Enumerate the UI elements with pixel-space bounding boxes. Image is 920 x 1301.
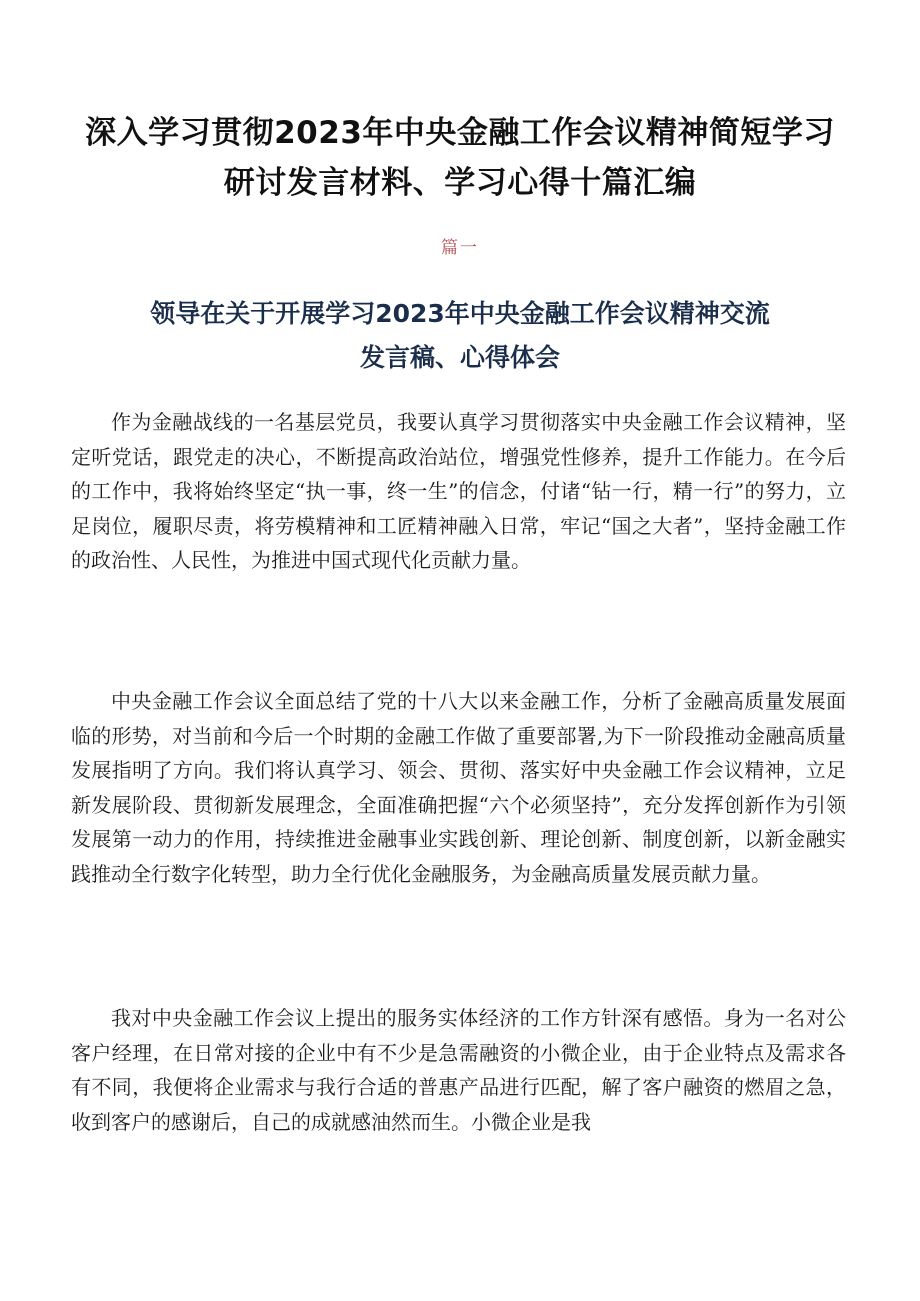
section-subtitle-line-1: 领导在关于开展学习2023年中央金融工作会议精神交流 <box>150 299 770 328</box>
section-marker: 篇一 <box>441 238 479 258</box>
document-title-line-1: 深入学习贯彻2023年中央金融工作会议精神简短学习 <box>85 115 835 151</box>
section-subtitle-line-2: 发言稿、心得体会 <box>359 343 560 372</box>
body-paragraph-3: 我对中央金融工作会议上提出的服务实体经济的工作方针深有感悟。身为一名对公客户经理，在日常对接的企业中有不少是急需融资的小微企业，由于企业特点及需求各有不同，我便将企业需求与我行合适的普惠产品进行匹配，解了客户融资的燃眉之急，收到客户的感谢后，自己的成就感油然而生。小微企业是我 <box>71 1006 846 1134</box>
body-paragraph-1: 作为金融战线的一名基层党员，我要认真学习贯彻落实中央金融工作会议精神，坚定听党话，跟党走的决心，不断提高政治站位，增强党性修养，提升工作能力。在今后的工作中，我将始终坚定“执一事，终一生”的信念，付诸“钻一行，精一行”的努力，立足岗位，履职尽责，将劳模精神和工匠精神融入日常，牢记“国之大者”，坚持金融工作的政治性、人民性，为推进中国式现代化贡献力量。 <box>71 410 846 573</box>
body-paragraph-2: 中央金融工作会议全面总结了党的十八大以来金融工作，分析了金融高质量发展面临的形势，对当前和今后一个时期的金融工作做了重要部署,为下一阶段推动金融高质量发展指明了方向。我们将认真学习、领会、贯彻、落实好中央金融工作会议精神，立足新发展阶段、贯彻新发展理念，全面准确把握“六个必须坚持”，充分发挥创新作为引领发展第一动力的作用，持续推进金融事业实践创新、理论创新、制度创新，以新金融实践推动全行数字化转型，助力全行优化金融服务，为金融高质量发展贡献力量。 <box>71 689 846 886</box>
document-title <box>60 108 860 208</box>
document-title-line-2: 研讨发言材料、学习心得十篇汇编 <box>223 165 697 201</box>
section-subtitle <box>60 292 860 380</box>
